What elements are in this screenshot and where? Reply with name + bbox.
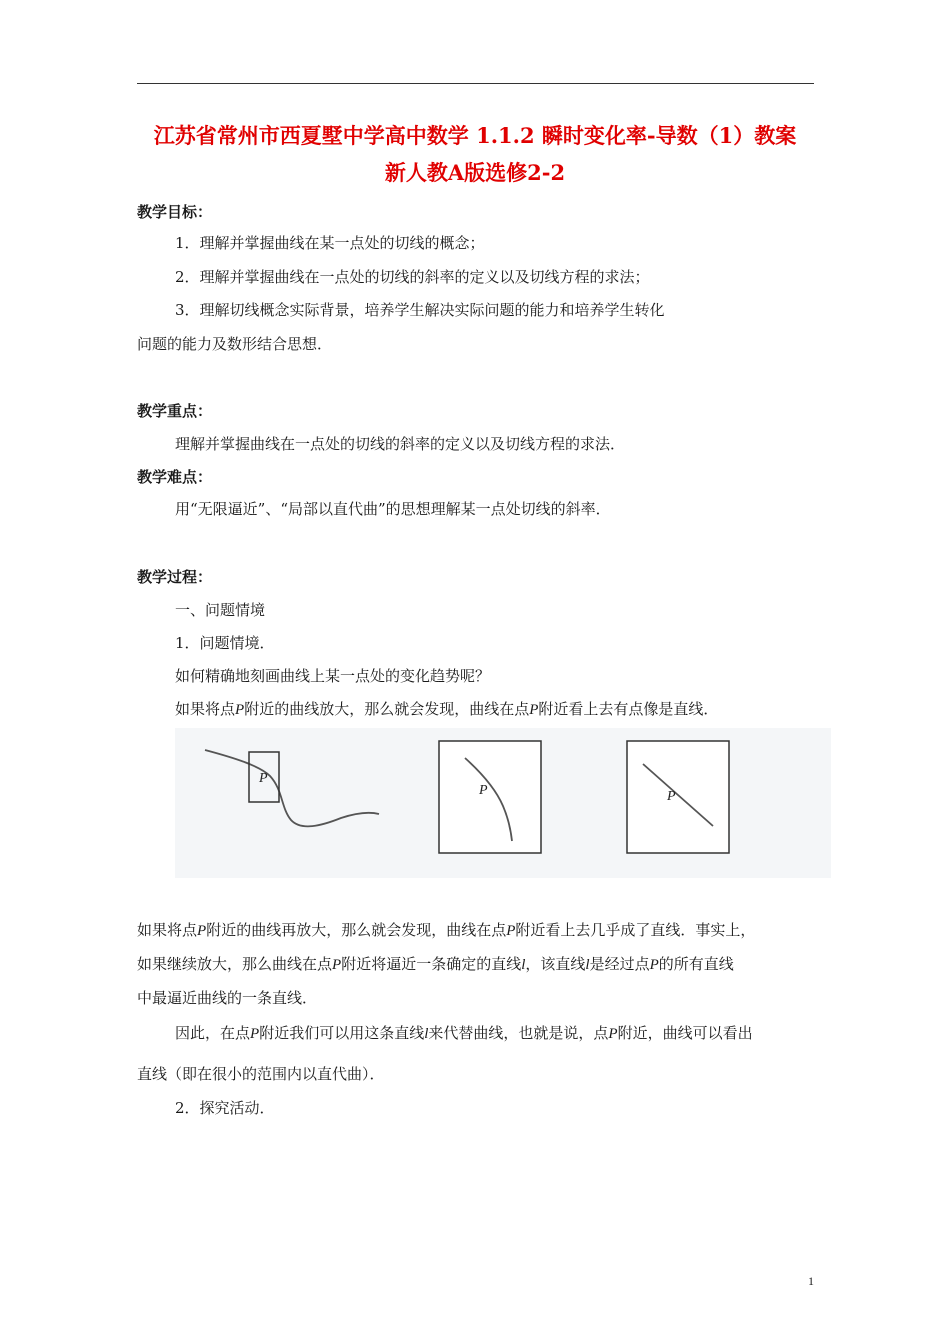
paragraph-conclusion-2: 直线（即在很小的范围内以直代曲）． [137,1065,385,1083]
var-P: P [529,702,539,718]
goal-3-cont: 问题的能力及数形结合思想． [137,335,333,353]
var-P: P [649,957,659,973]
key-text: 理解并掌握曲线在一点处的切线的斜率的定义以及切线方程的求法． [175,435,626,453]
doc-title-line1: 江苏省常州市西夏墅中学高中数学 1.1.2 瞬时变化率-导数（1）教案 [153,123,797,148]
goal-2: 2．理解并掌握曲线在一点处的切线的斜率的定义以及切线方程的求法； [175,268,650,286]
figure-curve-1 [205,750,379,826]
section-1: 一、问题情境 [175,601,266,619]
var-P: P [332,957,342,973]
page-number: 1 [808,1274,814,1288]
var-P: P [608,1026,618,1042]
paragraph-further-zoom-3: 中最逼近曲线的一条直线． [137,989,318,1007]
paragraph-zoom: 如果将点P附近的曲线放大，那么就会发现，曲线在点P附近看上去有点像是直线． [175,700,719,718]
var-l: l [585,957,590,973]
paragraph-conclusion-1: 因此，在点P附近我们可以用这条直线l来代替曲线，也就是说，点P附近，曲线可以看出 [175,1024,753,1042]
goal-3: 3．理解切线概念实际背景，培养学生解决实际问题的能力和培养学生转化 [175,301,665,319]
goal-1: 1．理解并掌握曲线在某一点处的切线的概念； [175,234,485,252]
var-P: P [250,1026,260,1042]
zoom-figure [175,728,831,878]
zoom-panel-2 [439,741,541,853]
item-1: 1．问题情境． [175,634,275,652]
header-rule [137,83,814,84]
item-2: 2．探究活动． [175,1099,275,1117]
difficulty-heading: 教学难点： [137,468,213,486]
var-P: P [235,702,245,718]
doc-title-line2: 新人教A版选修2-2 [384,160,566,185]
process-heading: 教学过程： [137,568,213,586]
zoom-panel-3 [627,741,729,853]
goals-heading: 教学目标： [137,203,213,221]
var-P: P [197,923,207,939]
paragraph-further-zoom-1: 如果将点P附近的曲线再放大，那么就会发现，曲线在点P附近看上去几乎成了直线．事实上， [137,921,756,939]
difficulty-text: 用“无限逼近”、“局部以直代曲”的思想理解某一点处切线的斜率． [175,500,611,518]
figure-label-p3: P [667,789,676,804]
paragraph-further-zoom-2: 如果继续放大，那么曲线在点P附近将逼近一条确定的直线l，该直线l是经过点P的所有直线 [137,955,734,973]
var-P: P [506,923,516,939]
key-heading: 教学重点： [137,402,213,420]
figure-label-p1: P [259,771,268,786]
var-l: l [424,1026,429,1042]
var-l: l [521,957,526,973]
question-1: 如何精确地刻画曲线上某一点处的变化趋势呢？ [175,667,491,685]
figure-label-p2: P [479,783,488,798]
